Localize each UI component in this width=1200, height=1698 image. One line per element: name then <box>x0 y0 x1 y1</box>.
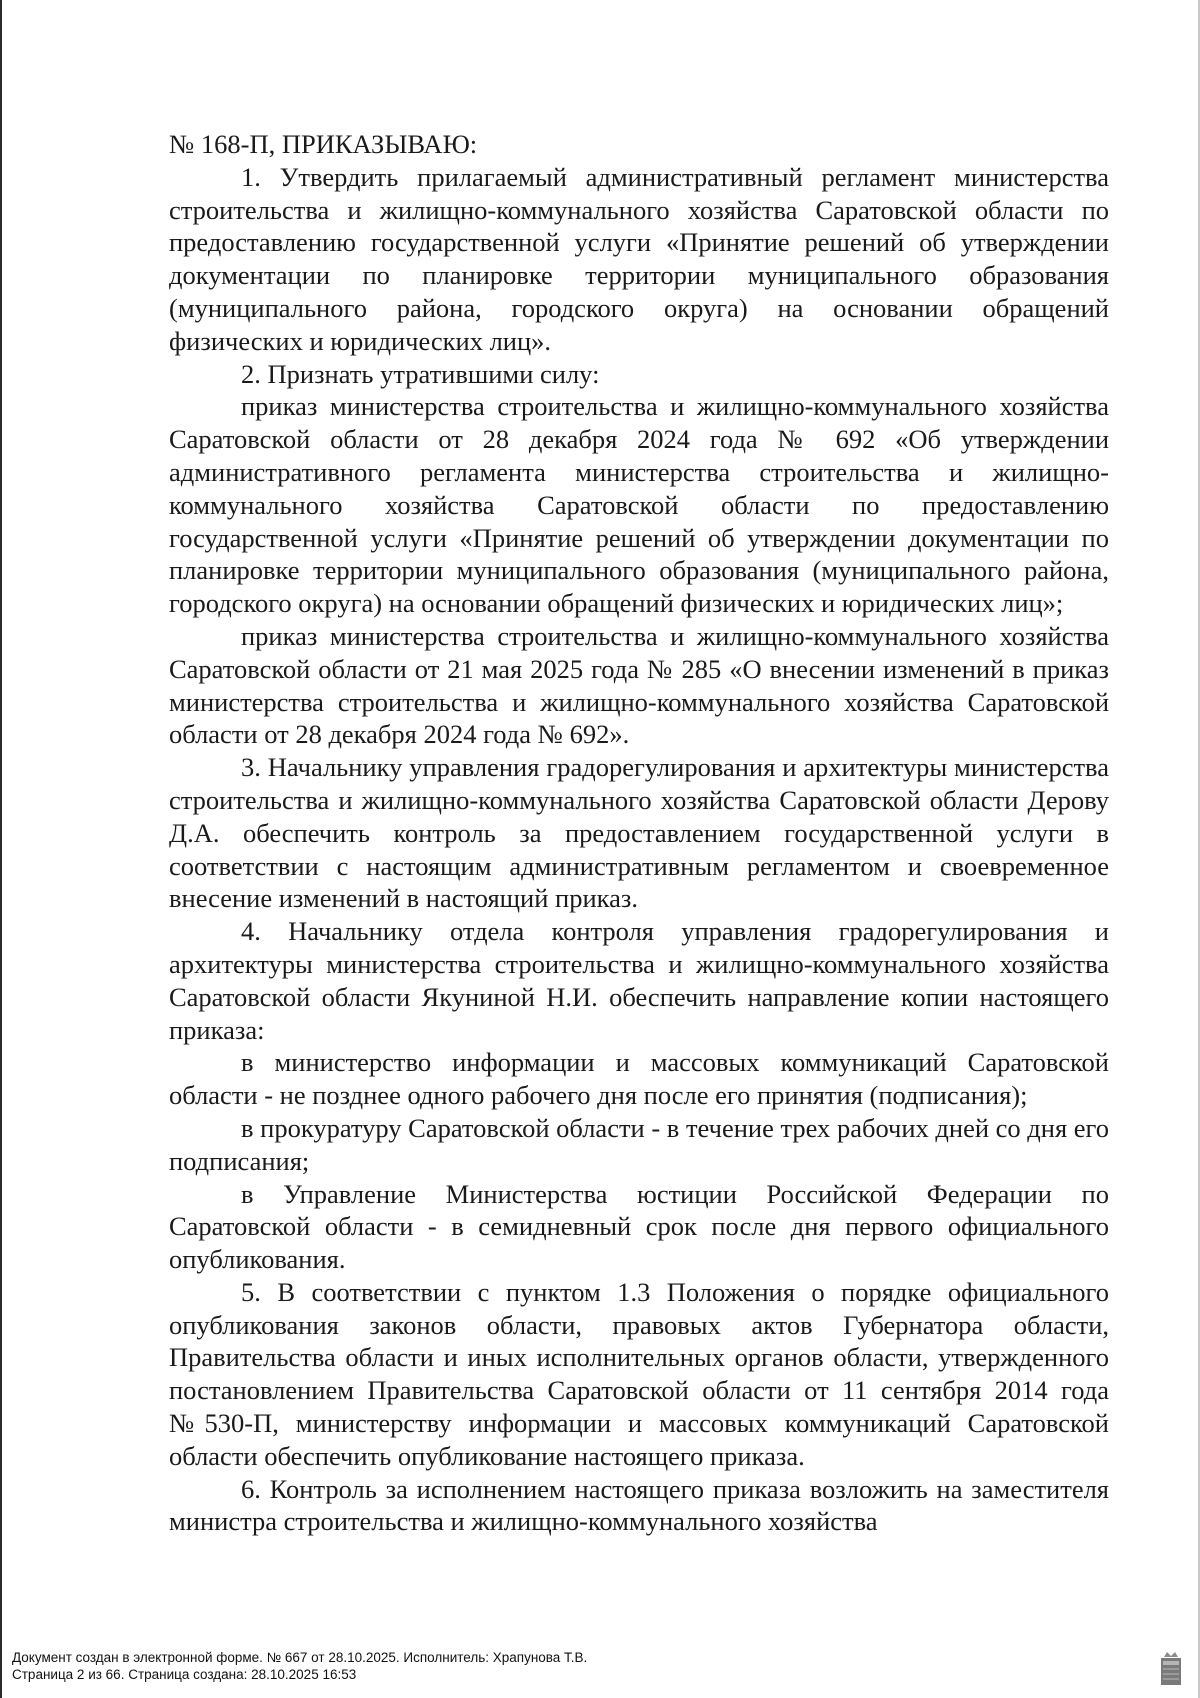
paragraph-item-4: 4. Начальнику отдела контроля управления градорегулирования и архитектуры министерства строительства и жилищно-коммунального хозяйства Саратовской области Якуниной Н.И. обеспечить направление копии настоящего приказа: <box>169 916 1109 1045</box>
footer-page-info: Страница 2 из 66. Страница создана: 28.10.2025 16:53 <box>12 1667 357 1682</box>
paragraph-item-3: 3. Начальнику управления градорегулирования и архитектуры министерства строительства и жилищно-коммунального хозяйства Саратовской области Дерову Д.А. обеспечить контроль за предоставлением государственной услуги в соответствии с настоящим административным регламентом и своевременное внесение изменений в настоящий приказ. <box>169 752 1109 914</box>
paragraph-recipient-ministry: в министерство информации и массовых коммуникаций Саратовской области - не позднее одного рабочего дня после его принятия (подписания); <box>169 1047 1109 1111</box>
document-body <box>169 128 1109 1538</box>
paragraph-repealed-order-692: приказ министерства строительства и жилищно-коммунального хозяйства Саратовской области от 28 декабря 2024 года № 692 «Об утверждении административного регламента министерства строительства и жилищно-коммунального хозяйства Саратовской области по предоставлению государственной услуги «Принятие решений об утверждении документации по планировке территории муниципального образования (муниципального района, городского округа) на основании обращений физических и юридических лиц»; <box>169 391 1109 619</box>
paragraph-repealed-order-285: приказ министерства строительства и жилищно-коммунального хозяйства Саратовской области от 21 мая 2025 года № 285 «О внесении изменений в приказ министерства строительства и жилищно-коммунального хозяйства Саратовской области от 28 декабря 2024 года № 692». <box>169 620 1109 750</box>
paragraph-item-6: 6. Контроль за исполнением настоящего приказа возложить на заместителя министра строительства и жилищно-коммунального хозяйства <box>169 1473 1109 1537</box>
document-stamp-icon <box>1160 1650 1182 1686</box>
order-heading: № 168-П, ПРИКАЗЫВАЮ: <box>169 129 478 159</box>
paragraph-item-2: 2. Признать утратившими силу: <box>241 358 600 389</box>
paragraph-item-1: 1. Утвердить прилагаемый административный регламент министерства строительства и жилищно-коммунального хозяйства Саратовской области по предоставлению государственной услуги «Принятие решений об утверждении документации по планировке территории муниципального образования (муниципального района, городского округа) на основании обращений физических и юридических лиц». <box>169 161 1109 356</box>
scan-edge-left <box>0 0 2 1698</box>
paragraph-recipient-prosecutor: в прокуратуру Саратовской области - в течение трех рабочих дней со дня его подписания; <box>169 1112 1109 1176</box>
footer-document-info: Документ создан в электронной форме. № 667 от 28.10.2025. Исполнитель: Храпунова Т.В. <box>12 1650 588 1665</box>
page-footer <box>12 1649 587 1683</box>
paragraph-recipient-justice: в Управление Министерства юстиции Российской Федерации по Саратовской области - в семидневный срок после дня первого официального опубликования. <box>169 1178 1109 1275</box>
paragraph-item-5: 5. В соответствии с пунктом 1.3 Положения о порядке официального опубликования законов области, правовых актов Губернатора области, Правительства области и иных исполнительных органов области, утвержденного постановлением Правительства Саратовской области от 11 сентября 2014 года №530-П, министерству информации и массовых коммуникаций Саратовской области обеспечить опубликование настоящего приказа. <box>169 1276 1109 1471</box>
